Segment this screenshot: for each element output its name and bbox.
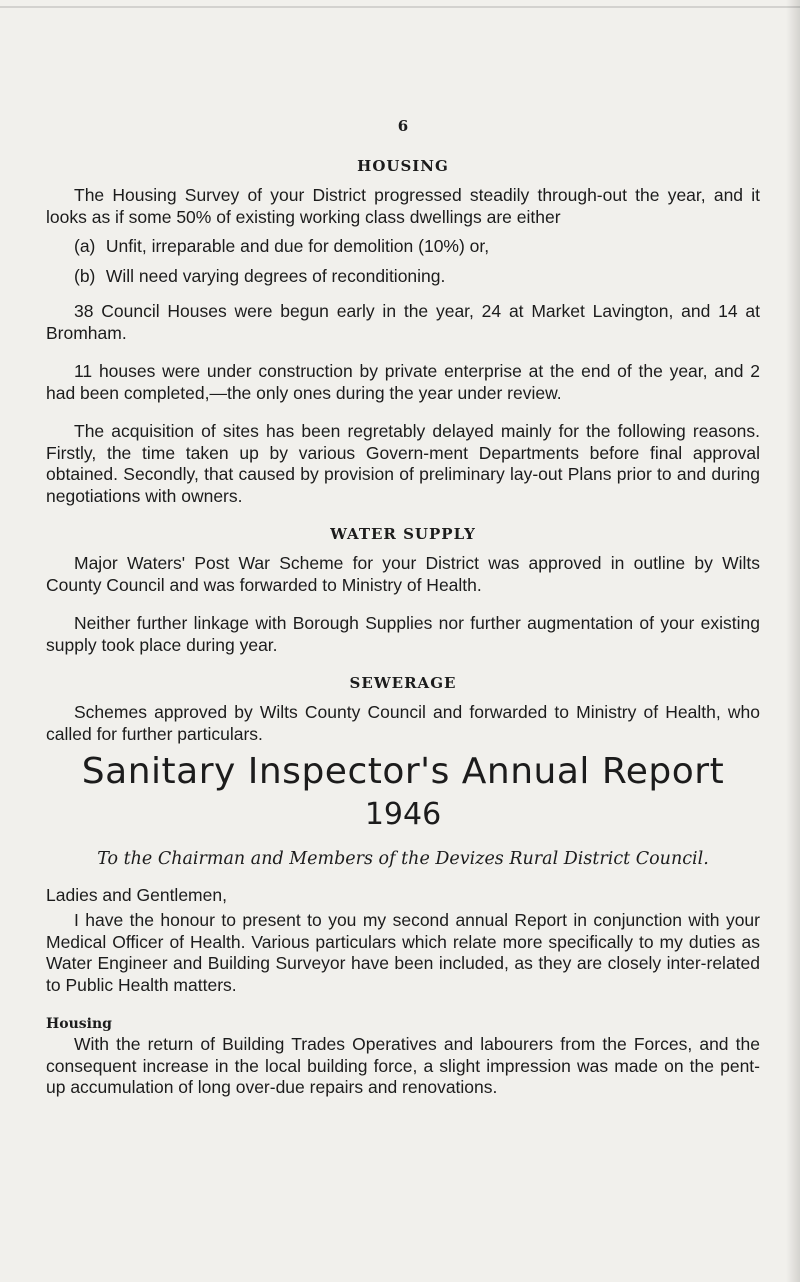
list-item — [46, 266, 760, 288]
housing-site-acquisition: The acquisition of sites has been regretably delayed mainly for the following reasons. Firstly, the time taken up by various Govern-ment Departments before final approval obtained. Secondly, that caused by provision of preliminary lay-out Plans prior to and during negotiations with owners. — [46, 421, 760, 506]
water-supply-linkage: Neither further linkage with Borough Supplies nor further augmentation of your existing supply took place during year. — [46, 613, 760, 655]
housing-condition-list — [46, 236, 760, 287]
sewerage-schemes: Schemes approved by Wilts County Council and forwarded to Ministry of Health, who called for further particulars. — [46, 702, 760, 744]
list-item — [46, 236, 760, 258]
housing-private-enterprise: 11 houses were under construction by private enterprise at the end of the year, and 2 had been completed,—the only ones during the year under review. — [46, 361, 760, 403]
report-housing-subheading: Housing — [46, 1016, 112, 1032]
page-top-edge — [0, 6, 800, 8]
report-salutation: Ladies and Gentlemen, — [46, 885, 227, 905]
list-item-text: Will need varying degrees of reconditioning. — [105, 265, 446, 286]
list-item-label: (a) — [74, 236, 96, 256]
sewerage-heading: SEWERAGE — [349, 674, 457, 692]
housing-heading: HOUSING — [357, 157, 449, 175]
report-housing-text: With the return of Building Trades Operatives and labourers from the Forces, and the consequent increase in the local building force, a slight impression was made on the pent-up accumulation of long over-due repairs and renovations. — [46, 1034, 760, 1097]
report-year: 1946 — [364, 797, 442, 832]
report-intro: I have the honour to present to you my second annual Report in conjunction with your Medical Officer of Health. Various particulars which relate more specifically to my duties as Water Engineer and Building Surveyor have been included, as they are closely inter-related to Public Health matters. — [46, 910, 760, 995]
list-item-label: (b) — [74, 265, 96, 286]
report-address: To the Chairman and Members of the Devizes Rural District Council. — [97, 849, 709, 869]
page-edge-shadow — [786, 0, 800, 1282]
page-number: 6 — [397, 117, 409, 135]
housing-intro: The Housing Survey of your District progressed steadily through-out the year, and it looks as if some 50% of existing working class dwellings are either — [46, 185, 760, 227]
list-item-text: Unfit, irreparable and due for demolition (10%) or, — [105, 236, 490, 256]
page-content — [46, 117, 760, 1099]
water-supply-heading: WATER SUPPLY — [330, 525, 476, 543]
report-title: Sanitary Inspector's Annual Report — [81, 751, 725, 792]
housing-council-houses: 38 Council Houses were begun early in the year, 24 at Market Lavington, and 14 at Bromham. — [46, 301, 760, 343]
water-supply-scheme: Major Waters' Post War Scheme for your District was approved in outline by Wilts County Council and was forwarded to Ministry of Health. — [46, 553, 760, 595]
